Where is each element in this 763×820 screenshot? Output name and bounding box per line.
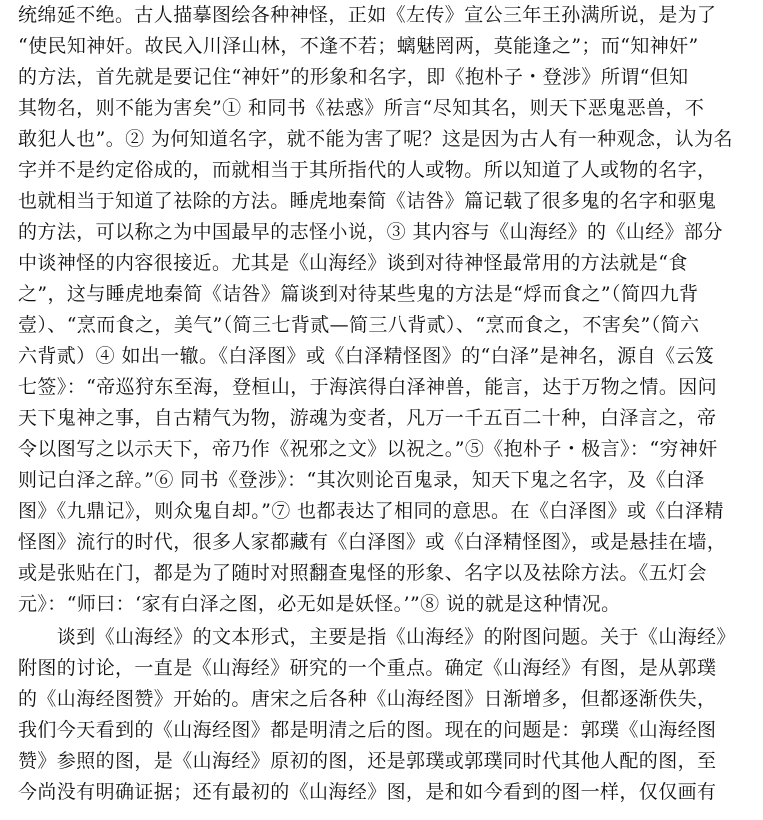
text-line: 则记白泽之辞。”⑥ 同书《登涉》：“其次则论百鬼录，知天下鬼之名字，及《白泽 bbox=[18, 469, 705, 491]
text-line: 中谈神怪的内容很接近。尤其是《山海经》谈到对待神怪最常用的方法就是“食 bbox=[18, 252, 688, 274]
text-line: 七签》：“帝巡狩东至海，登桓山，于海滨得白泽神兽，能言，达于万物之情。因问 bbox=[18, 376, 718, 398]
text-line: 怪图》流行的时代，很多人家都藏有《白泽图》或《白泽精怪图》，或是悬挂在墙， bbox=[18, 531, 727, 553]
text-line: 附图的讨论，一直是《山海经》研究的一个重点。确定《山海经》有图，是从郭璞 bbox=[18, 657, 717, 679]
text-line: 之”，这与睡虎地秦简《诘咎》篇谈到对待某些鬼的方法是“烰而食之”（简四九背 bbox=[18, 283, 699, 305]
text-line: 或是张贴在门，都是为了随时对照翻查鬼怪的形象、名字以及祛除方法。《五灯会 bbox=[18, 562, 707, 584]
text-line: 谈到《山海经》的文本形式，主要是指《山海经》的附图问题。关于《山海经》 bbox=[18, 626, 736, 648]
text-line: 天下鬼神之事，自古精气为物，游魂为变者，凡万一千五百二十种，白泽言之，帝 bbox=[18, 407, 717, 429]
text-line: 的《山海经图赞》开始的。唐宋之后各种《山海经图》日渐增多，但都逐渐佚失， bbox=[18, 688, 717, 710]
text-line: 的方法，首先就是要记住“神奸”的形象和名字，即《抱朴子・登涉》所谓“但知 bbox=[18, 66, 689, 88]
text-line: 敢犯人也”。② 为何知道名字，就不能为害了呢？这是因为古人有一种观念，认为名 bbox=[18, 128, 733, 150]
text-line: 令以图写之以示天下，帝乃作《祝邪之文》以祝之。”⑤《抱朴子・极言》：“穷神奸 bbox=[18, 438, 718, 460]
text-line: 六背贰）④ 如出一辙。《白泽图》或《白泽精怪图》的“白泽”是神名，源自《云笈 bbox=[18, 345, 715, 367]
text-line: 元》：“师曰：‘家有白泽之图，必无如是妖怪。’”⑧ 说的就是这种情况。 bbox=[18, 593, 621, 615]
text-line: 图》《九鼎记》，则众鬼自却。”⑦ 也都表达了相同的意思。在《白泽图》或《白泽精 bbox=[18, 500, 724, 522]
text-line: 的方法，可以称之为中国最早的志怪小说，③ 其内容与《山海经》的《山经》部分 bbox=[18, 221, 723, 243]
text-line: 壹）、“烹而食之，美气”（简三七背贰—简三八背贰）、“烹而食之，不害矣”（简六 bbox=[18, 314, 700, 336]
text-line: 今尚没有明确证据；还有最初的《山海经》图，是和如今看到的图一样，仅仅画有 bbox=[18, 781, 717, 803]
text-line: 统绵延不绝。古人描摹图绘各种神怪，正如《左传》宣公三年王孙满所说，是为了 bbox=[18, 4, 717, 26]
text-line: 也就相当于知道了祛除的方法。睡虎地秦简《诘咎》篇记载了很多鬼的名字和驱鬼 bbox=[18, 190, 717, 212]
text-line: 字并不是约定俗成的，而就相当于其所指代的人或物。所以知道了人或物的名字， bbox=[18, 159, 717, 181]
text-line: 我们今天看到的《山海经图》都是明清之后的图。现在的问题是：郭璞《山海经图 bbox=[18, 719, 717, 741]
text-line: 赞》参照的图，是《山海经》原初的图，还是郭璞或郭璞同时代其他人配的图，至 bbox=[18, 750, 717, 772]
text-line: 其物名，则不能为害矣”① 和同书《祛惑》所言“尽知其名，则天下恶鬼恶兽，不 bbox=[18, 97, 705, 119]
text-line: “使民知神奸。故民入川泽山林，不逢不若；螭魅罔两，莫能逢之”；而“知神奸” bbox=[18, 35, 699, 57]
